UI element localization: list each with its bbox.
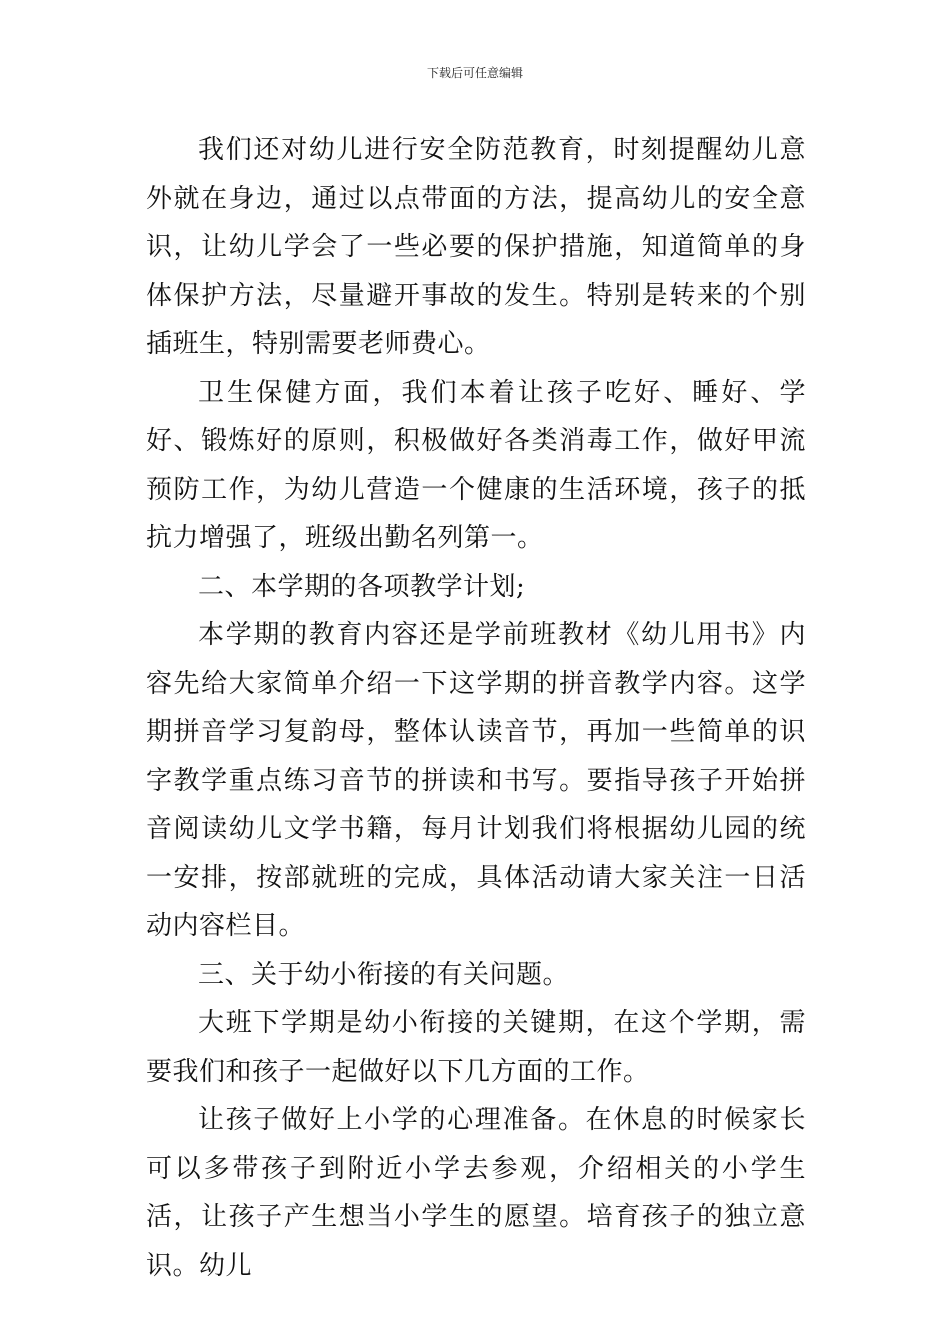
paragraph-teaching-content: 本学期的教育内容还是学前班教材《幼儿用书》内容先给大家简单介绍一下这学期的拼音教学内容。这学期拼音学习复韵母，整体认读音节，再加一些简单的识字教学重点练习音节的拼读和书写。要指导孩子开始拼音阅读幼儿文学书籍，每月计划我们将根据幼儿园的统一安排，按部就班的完成，具体活动请大家关注一日活动内容栏目。 <box>146 620 806 941</box>
page-header: 下载后可任意编辑 <box>426 66 523 80</box>
paragraph-safety: 我们还对幼儿进行安全防范教育，时刻提醒幼儿意外就在身边，通过以点带面的方法，提高幼儿的安全意识，让幼儿学会了一些必要的保护措施，知道简单的身体保护方法，尽量避开事故的发生。特别是转来的个别插班生，特别需要老师费心。 <box>146 135 806 359</box>
section-heading-transition: 三、关于幼小衔接的有关问题。 <box>198 959 570 990</box>
paragraph-health: 卫生保健方面，我们本着让孩子吃好、睡好、学好、锻炼好的原则，积极做好各类消毒工作，做好甲流预防工作，为幼儿营造一个健康的生活环境，孩子的抵抗力增强了，班级出勤名列第一。 <box>146 377 806 553</box>
document-body <box>146 126 806 1290</box>
section-heading-teaching-plan: 二、本学期的各项教学计划; <box>198 571 526 602</box>
paragraph-psychological-prep: 让孩子做好上小学的心理准备。在休息的时候家长可以多带孩子到附近小学去参观，介绍相关的小学生活，让孩子产生想当小学生的愿望。培育孩子的独立意识。幼儿 <box>146 1105 806 1281</box>
paragraph-transition-intro: 大班下学期是幼小衔接的关键期，在这个学期，需要我们和孩子一起做好以下几方面的工作。 <box>146 1008 806 1087</box>
